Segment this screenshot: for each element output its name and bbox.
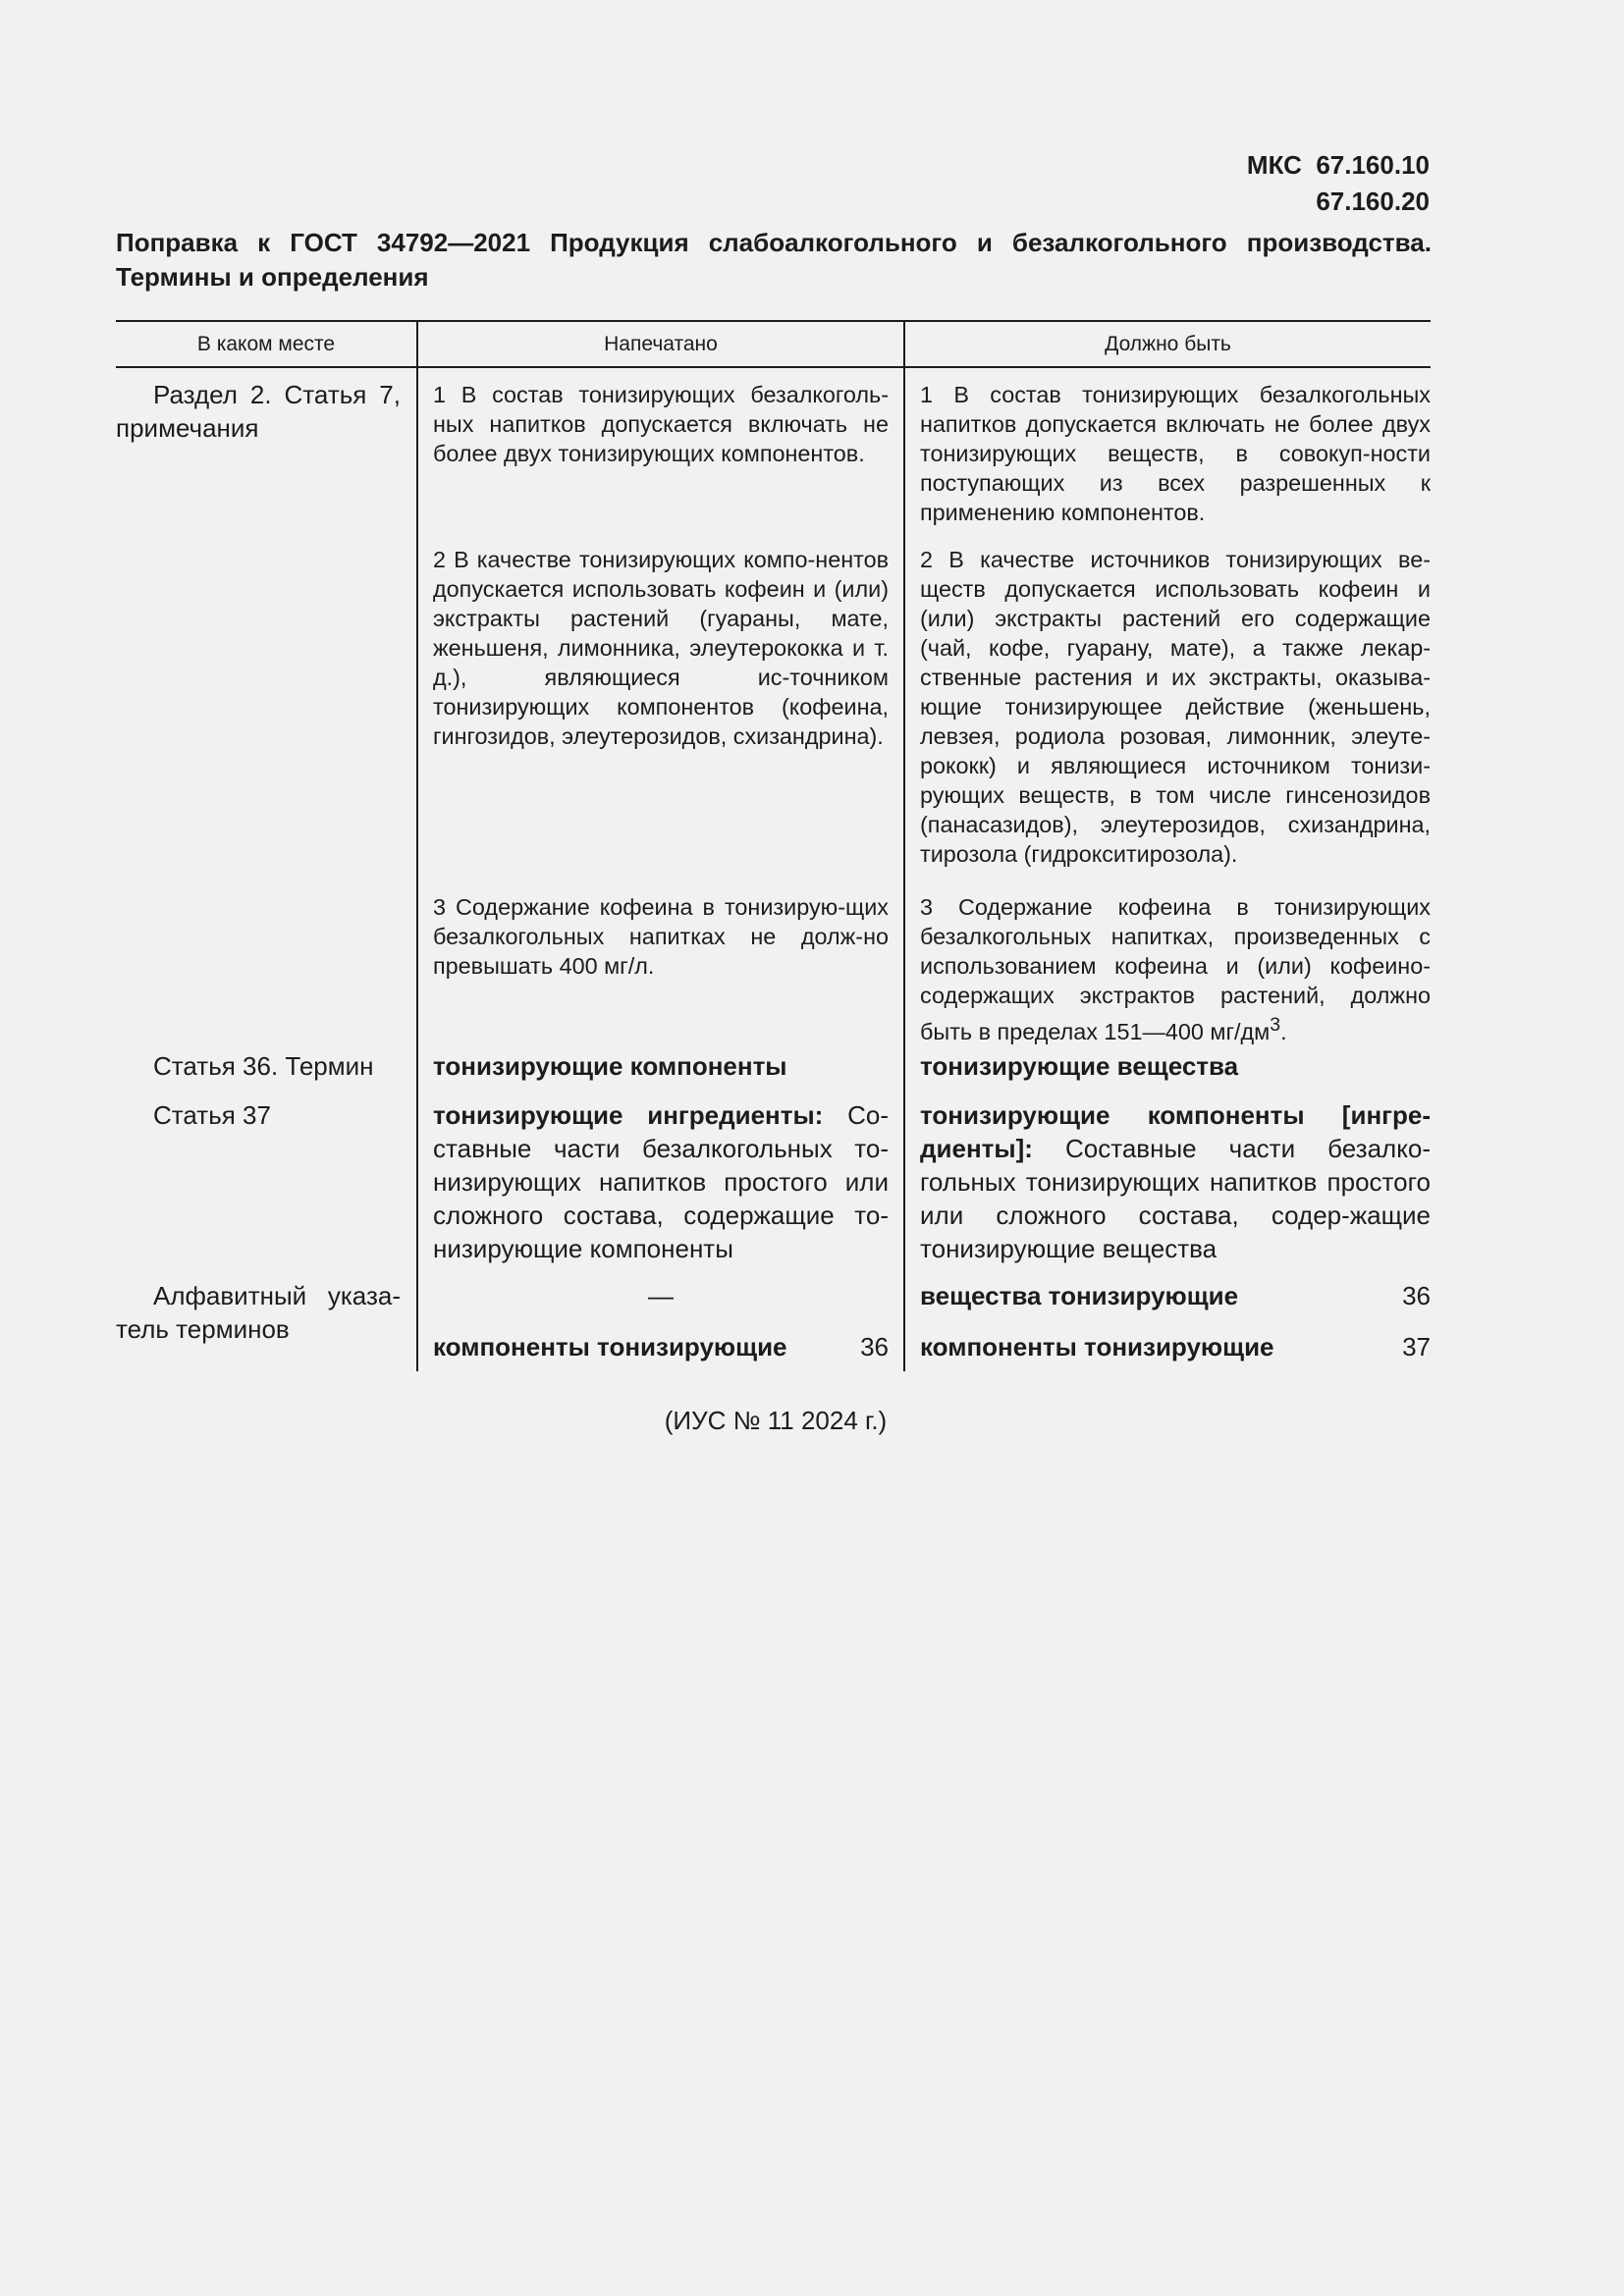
table-row	[116, 1279, 1431, 1371]
table-row	[116, 545, 1431, 892]
printed-index-entry	[433, 1330, 889, 1363]
ius-reference: (ИУС № 11 2024 г.)	[664, 1406, 888, 1435]
header-correct: Должно быть	[904, 321, 1431, 367]
classification-code	[1247, 147, 1430, 220]
correct-definition-37	[920, 1098, 1431, 1265]
superscript-3: 3	[1270, 1014, 1281, 1036]
correct-cell	[904, 1098, 1431, 1279]
printed-def-37: Со-ставные части безалкогольных то-низирующих напитков простого или сложного состава, содержащие то-низирующие компоненты	[433, 1100, 889, 1263]
printed-cell	[417, 367, 904, 545]
printed-note-2: 2 В качестве тонизирующих компо-нентов допускается использовать кофеин и (или) экстракты растений (гуараны, мате, женьшеня, лимонника, элеутерококка и т. д.), являющиеся ис-точником тонизирующих компонентов (кофеина, гингозидов, элеутерозидов, схизандрина).	[433, 547, 889, 749]
correct-term-37: тонизирующие компоненты [ингре-диенты]:	[920, 1100, 1431, 1163]
correct-index-entry-1	[920, 1279, 1431, 1312]
place-cell	[116, 1279, 417, 1371]
printed-cell	[417, 1279, 904, 1371]
printed-index-dash: —	[648, 1281, 674, 1310]
place-cell	[116, 545, 417, 892]
correct-index-term-1: вещества тонизирующие	[920, 1281, 1239, 1310]
place-alphabetical-index: Алфавитный указа-тель терминов	[116, 1281, 401, 1344]
correct-cell	[904, 1049, 1431, 1098]
correct-index-number-2: 37	[1402, 1332, 1431, 1362]
correct-note-1: 1 В состав тонизирующих безалкогольных напитков допускается включать не более двух тонизирующих веществ, в совокуп-ности поступающих из всех разрешенных к применению компонентов.	[920, 382, 1431, 525]
place-cell	[116, 1049, 417, 1098]
table-header-row	[116, 321, 1431, 367]
place-cell	[116, 367, 417, 545]
place-article-37: Статья 37	[153, 1100, 271, 1130]
mks-code-1: МКС 67.160.10	[1246, 150, 1430, 180]
place-section-2: Раздел 2. Статья 7, примечания	[116, 380, 401, 443]
printed-cell	[417, 892, 904, 1049]
table-row	[116, 1098, 1431, 1279]
correct-def-37: Составные части безалко-гольных тонизирующих напитков простого или сложного состава, содер-жащие тонизирующие вещества	[920, 1134, 1431, 1263]
table-row	[116, 367, 1431, 545]
correct-note-3	[920, 892, 1431, 1046]
printed-note-1: 1 В состав тонизирующих безалкоголь-ных напитков допускается включать не более двух тонизирующих компонентов.	[433, 382, 889, 466]
correct-cell	[904, 1279, 1431, 1371]
printed-note-3: 3 Содержание кофеина в тонизирую-щих безалкогольных напитках не долж-но превышать 400 мг/л.	[433, 894, 889, 979]
printed-index-term: компоненты тонизирующие	[433, 1332, 787, 1362]
place-article-36: Статья 36. Термин	[153, 1051, 374, 1081]
printed-term-37: тонизирующие ингредиенты:	[433, 1100, 824, 1130]
place-cell	[116, 892, 417, 1049]
correct-index-term-2: компоненты тонизирующие	[920, 1332, 1274, 1362]
table-row	[116, 892, 1431, 1049]
amendment-table	[116, 320, 1431, 1371]
printed-index-number: 36	[860, 1332, 889, 1362]
header-printed: Напечатано	[417, 321, 904, 367]
correct-cell	[904, 545, 1431, 892]
correct-index-entry-2	[920, 1330, 1431, 1363]
printed-term-36: тонизирующие компоненты	[433, 1051, 787, 1081]
place-cell	[116, 1098, 417, 1279]
document-title: Поправка к ГОСТ 34792—2021 Продукция слабоалкогольного и безалкогольного производства. Термины и определения	[116, 228, 1432, 292]
correct-index-number-1: 36	[1402, 1281, 1431, 1310]
correct-cell	[904, 367, 1431, 545]
correct-note-2: 2 В качестве источников тонизирующих ве-ществ допускается использовать кофеин и (или) экстракты растений его содержащие (чай, кофе, гуарану, мате), а также лекар-ственные растения и их экстракты, оказыва-ющие тонизирующее действие (женьшень, левзея, родиола розовая, лимонник, элеуте-рококк) и являющиеся источником тонизи-рующих веществ, в том числе гинсенозидов (панасазидов), элеутерозидов, схизандрина, тирозола (гидрокситирозола).	[920, 547, 1431, 867]
correct-note-3-text: 3 Содержание кофеина в тонизирующих безалкогольных напитках, произведенных с использованием кофеина и (или) кофеино-содержащих экстрактов растений, должно быть в пределах 151—400 мг/дм	[920, 894, 1431, 1044]
printed-cell	[417, 545, 904, 892]
printed-definition-37	[433, 1098, 889, 1265]
correct-cell	[904, 892, 1431, 1049]
period: .	[1280, 1018, 1287, 1044]
printed-cell	[417, 1049, 904, 1098]
header-place: В каком месте	[116, 321, 417, 367]
printed-cell	[417, 1098, 904, 1279]
mks-code-2: 67.160.20	[1316, 187, 1430, 216]
table-row	[116, 1049, 1431, 1098]
correct-term-36: тонизирующие вещества	[920, 1051, 1239, 1081]
